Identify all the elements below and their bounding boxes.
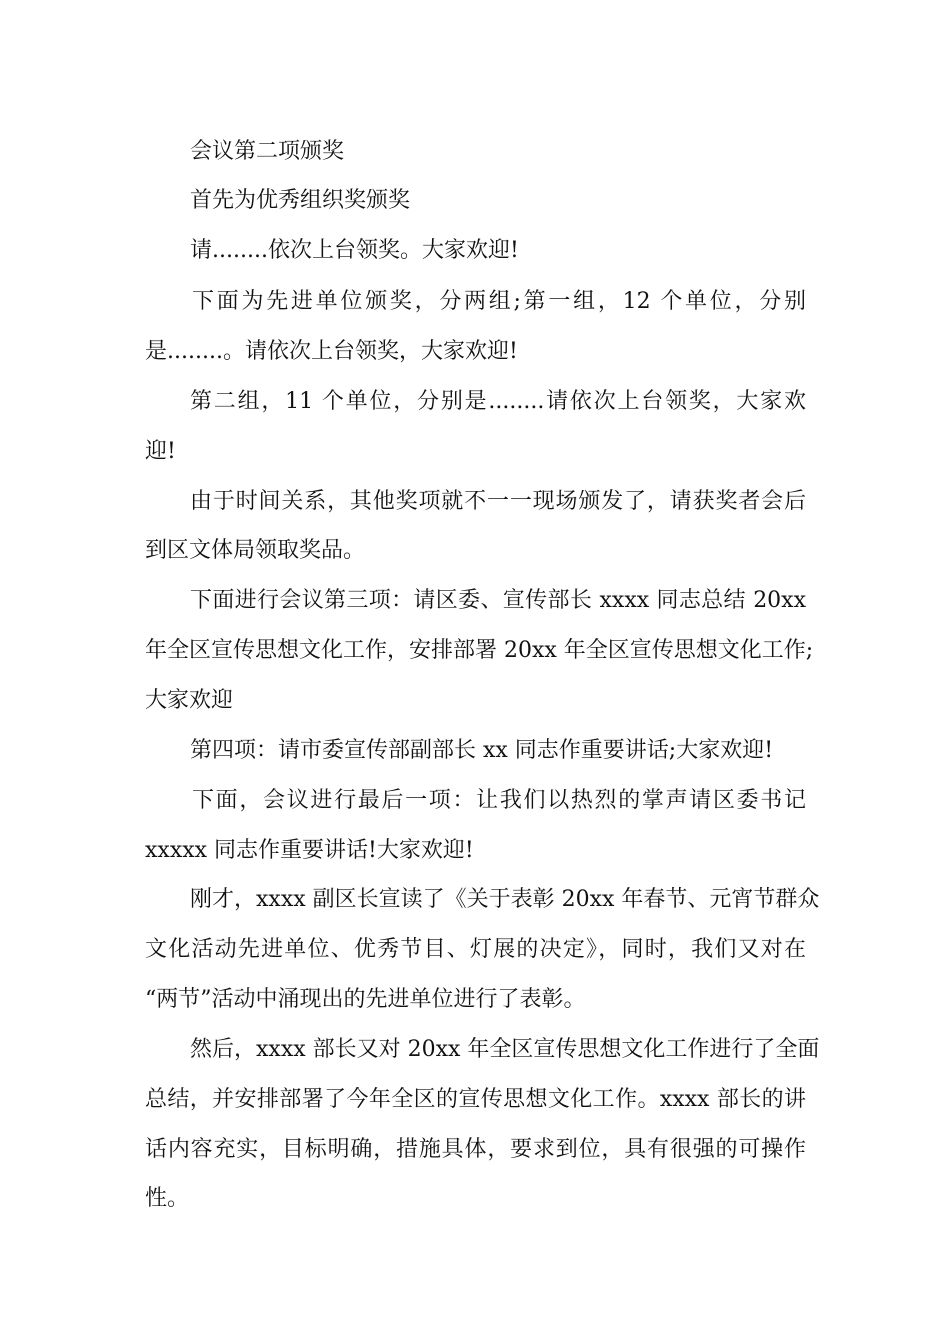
paragraph-line: xxxxx 同志作重要讲话!大家欢迎! <box>145 838 474 863</box>
paragraph-line: 下面为先进单位颁奖，分两组;第一组，12 个单位，分别 <box>192 289 806 314</box>
paragraph-line: 第二组，11 个单位，分别是........请依次上台领奖，大家欢 <box>190 389 806 414</box>
paragraph-line: “两节”活动中涌现出的先进单位进行了表彰。 <box>145 987 586 1012</box>
paragraph-line: 文化活动先进单位、优秀节目、灯展的决定》，同时，我们又对在 <box>145 937 806 962</box>
paragraph-line: 性。 <box>145 1186 190 1211</box>
paragraph-line: 到区文体局领取奖品。 <box>145 538 366 563</box>
paragraph-line: 由于时间关系，其他奖项就不一一现场颁发了，请获奖者会后 <box>190 489 806 514</box>
paragraph-line: 总结，并安排部署了今年全区的宣传思想文化工作。xxxx 部长的讲 <box>145 1087 806 1112</box>
paragraph-line: 首先为优秀组织奖颁奖 <box>190 188 411 213</box>
paragraph-line: 下面，会议进行最后一项：让我们以热烈的掌声请区委书记 <box>192 788 806 813</box>
paragraph-line: 会议第二项颁奖 <box>190 139 345 164</box>
paragraph-line: 第四项：请市委宣传部副部长 xx 同志作重要讲话;大家欢迎! <box>190 738 774 763</box>
paragraph-line: 刚才，xxxx 副区长宣读了《关于表彰 20xx 年春节、元宵节群众 <box>190 887 820 912</box>
paragraph-line: 请........依次上台领奖。大家欢迎! <box>190 238 519 263</box>
paragraph-line: 然后，xxxx 部长又对 20xx 年全区宣传思想文化工作进行了全面 <box>190 1037 820 1062</box>
paragraph-line: 年全区宣传思想文化工作，安排部署 20xx 年全区宣传思想文化工作; <box>145 638 814 663</box>
paragraph-line: 迎! <box>145 439 176 464</box>
paragraph-line: 话内容充实，目标明确，措施具体，要求到位，具有很强的可操作 <box>145 1137 806 1162</box>
paragraph-line: 是........。请依次上台领奖，大家欢迎! <box>145 339 518 364</box>
paragraph-line: 下面进行会议第三项：请区委、宣传部长 xxxx 同志总结 20xx <box>190 588 806 613</box>
paragraph-line: 大家欢迎 <box>145 688 234 713</box>
